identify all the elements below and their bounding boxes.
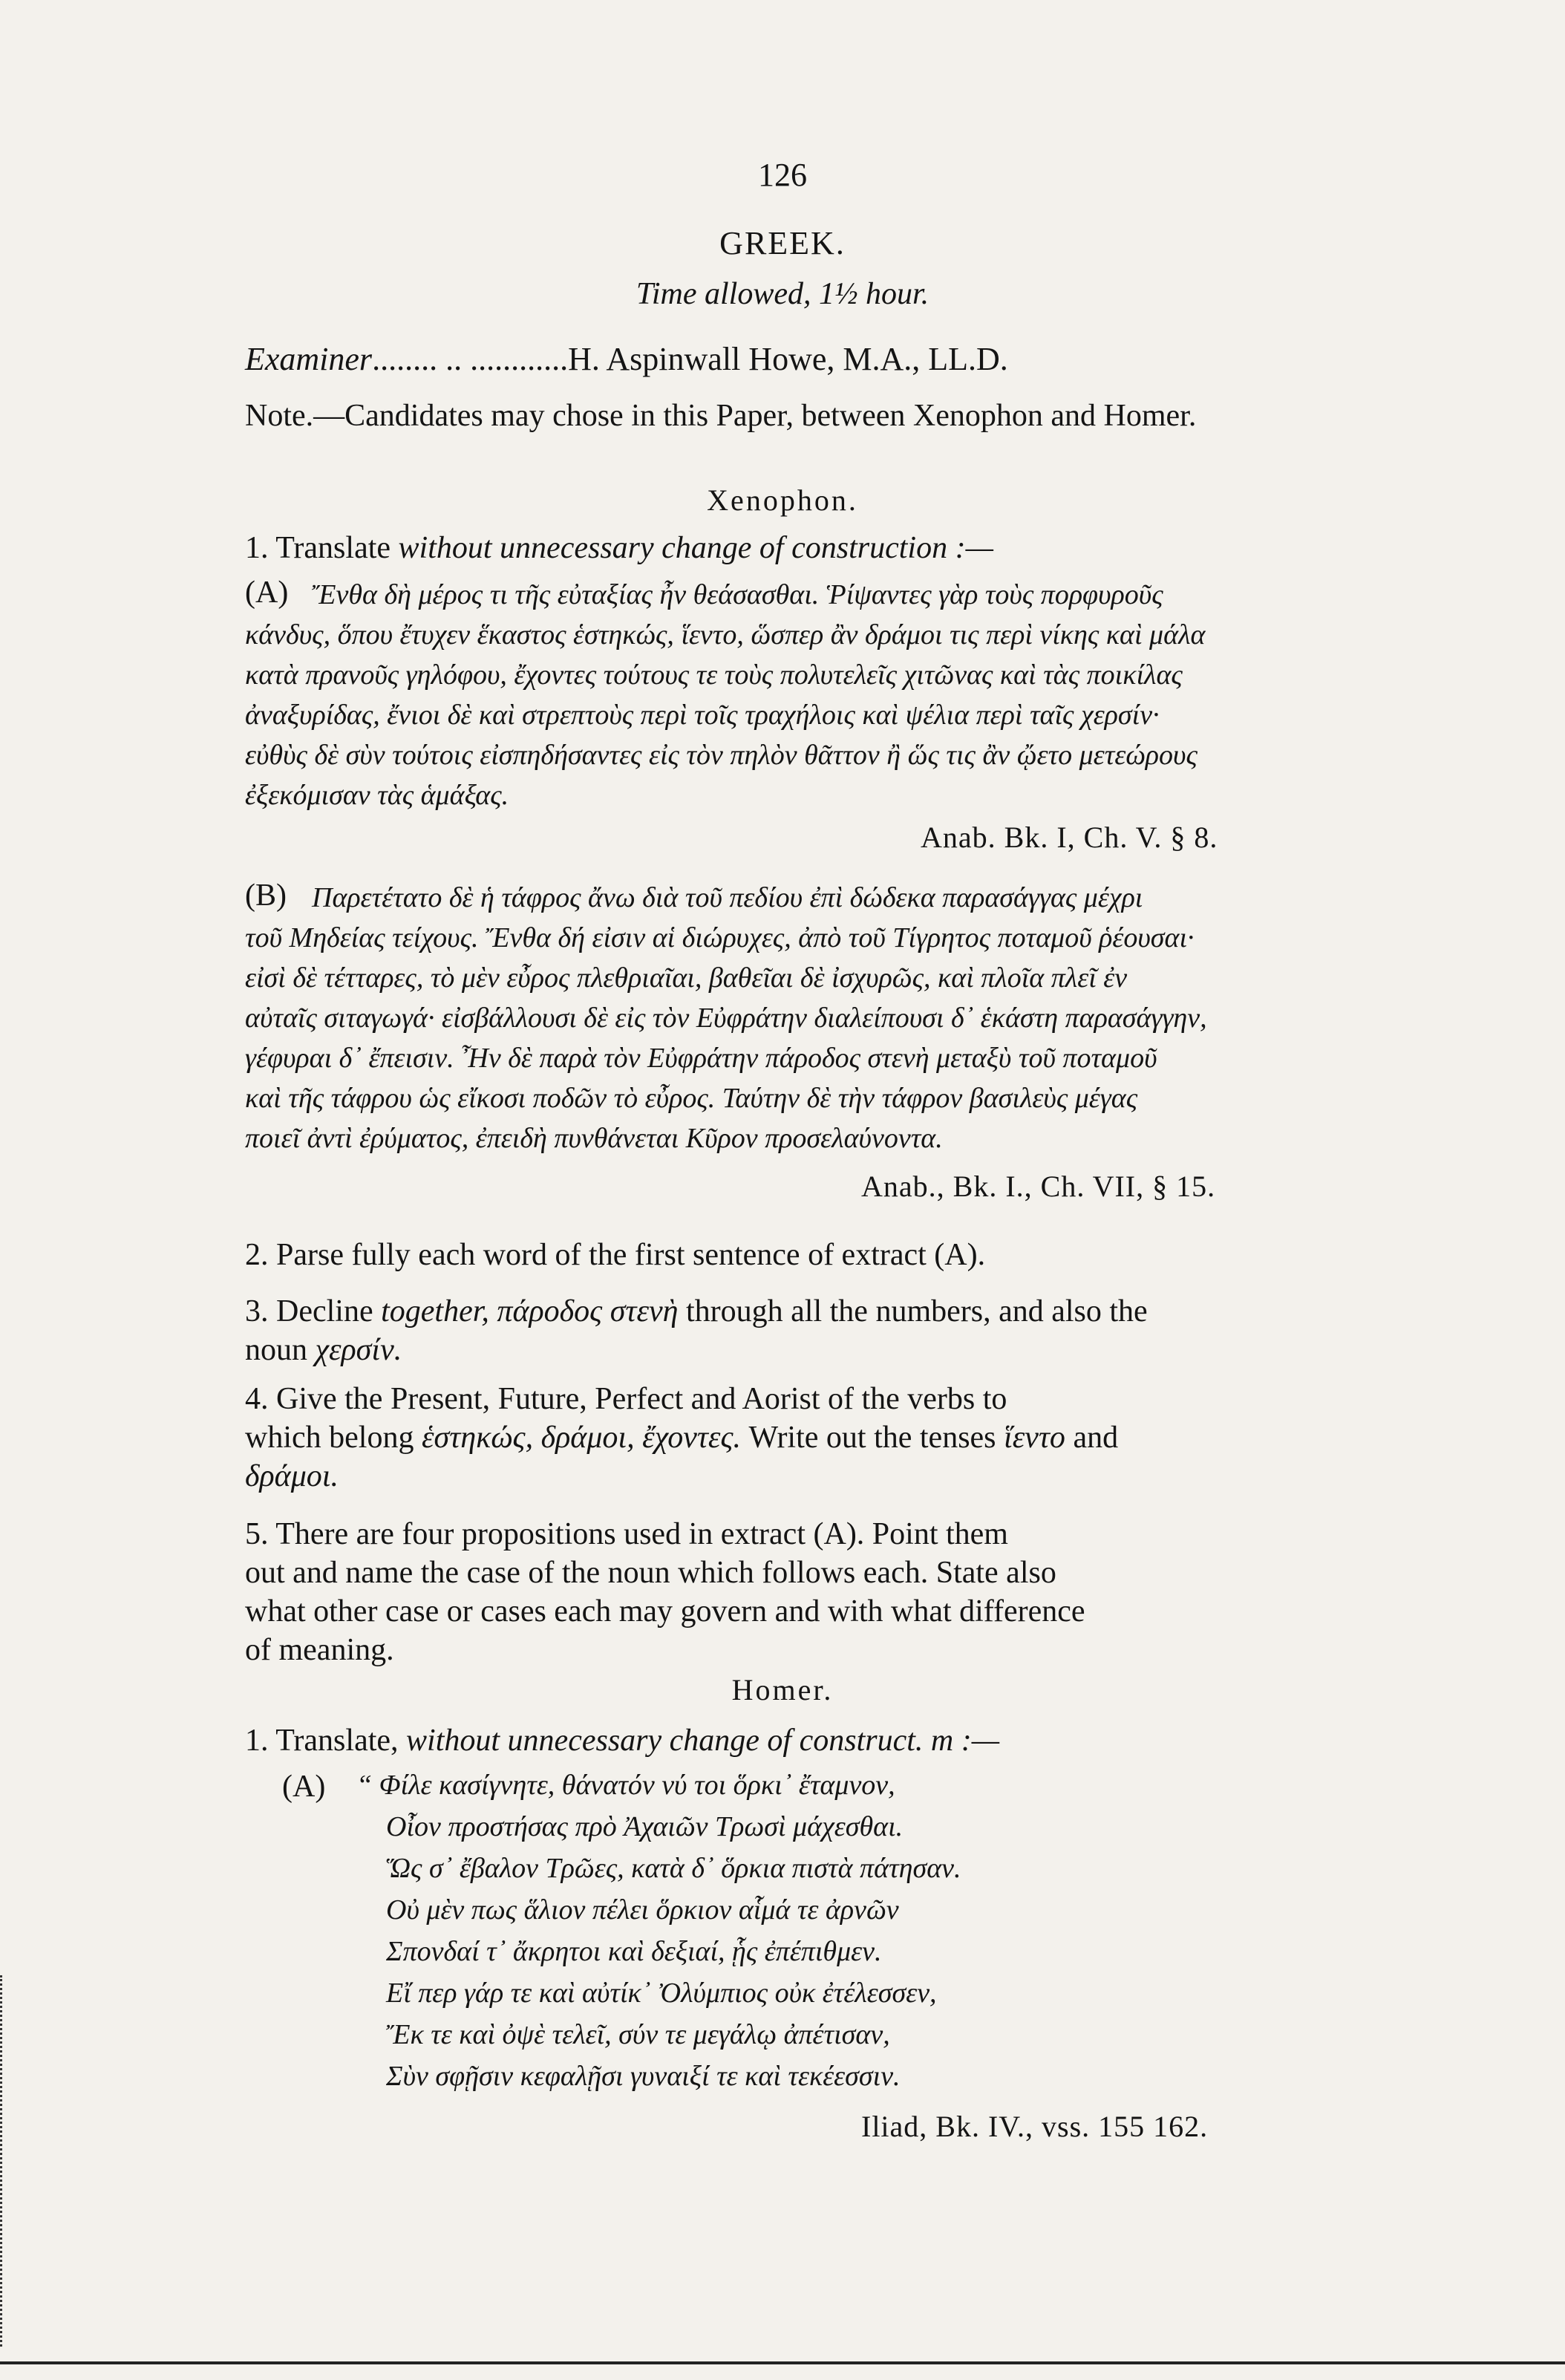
xenophon-question-5-cont: of meaning. — [245, 1633, 394, 1667]
xenophon-question-4-cont — [245, 1418, 1359, 1457]
passage-b-line: καὶ τῆς τάφρου ὡς εἴκοσι ποδῶν τὸ εὖρος. Ταύτην δὲ τὴν τάφρον βασιλεὺς μέγας — [245, 1083, 1138, 1114]
verse-line: Σπονδαί τ᾽ ἄκρητοι καὶ δεξιαί, ᾗς ἐπέπιθμεν. — [386, 1936, 882, 1967]
page-number: 126 — [758, 157, 807, 193]
homer-question-1 — [245, 1721, 1359, 1760]
question-greek: πάροδος στενὴ — [489, 1294, 679, 1328]
passage-b-line: εἰσὶ δὲ τέτταρες, τὸ μὲν εὖρος πλεθριαῖαι, βαθεῖαι δὲ ἰσχυρῶς, καὶ πλοῖα πλεῖ ἐν — [245, 962, 1128, 994]
verse-line: Σὺν σφῇσιν κεφαλῇσι γυναιξί τε καὶ τεκέεσσιν. — [386, 2061, 901, 2092]
time-allowed: Time allowed, 1½ hour. — [636, 277, 929, 311]
question-text: Write out the tenses — [740, 1421, 1004, 1455]
passage-a-line: κάνδυς, ὅπου ἔτυχεν ἕκαστος ἑστηκώς, ἵεντο, ὥσπερ ἂν δράμοι τις περὶ νίκης καὶ μάλα — [245, 619, 1206, 651]
passage-b-line: Παρετέτατο δὲ ἡ τάφρος ἄνω διὰ τοῦ πεδίου ἐπὶ δώδεκα παρασάγγας μέχρι — [312, 882, 1143, 913]
passage-b-line: αὐταῖς σιταγωγά· εἰσβάλλουσι δὲ εἰς τὸν Εὐφράτην διαλείπουσι δ᾽ ἑκάστη παρασάγγην, — [245, 1002, 1207, 1034]
question-text: Translate — [275, 531, 399, 565]
passage-a-reference: Anab. Bk. I, Ch. V. § 8. — [921, 821, 1218, 854]
question-greek: δράμοι. — [245, 1459, 339, 1493]
xenophon-question-5: 5. There are four propositions used in extract (A). Point them — [245, 1517, 1008, 1551]
verse-line: “ Φίλε κασίγνητε, θάνατόν νύ τοι ὅρκι᾽ ἔταμνον, — [356, 1770, 895, 1801]
xenophon-question-2: 2. Parse fully each word of the first sentence of extract (A). — [245, 1238, 986, 1272]
xenophon-question-3 — [245, 1292, 1359, 1331]
question-text: 3. Decline — [245, 1294, 382, 1328]
homer-passage-label: (A) — [282, 1770, 326, 1804]
question-number: 1. — [245, 1724, 269, 1758]
xenophon-question-5-cont: what other case or cases each may govern and with what difference — [245, 1594, 1085, 1628]
examiner-dots: ........ .. .......... — [372, 341, 552, 377]
xenophon-question-4-cont — [245, 1457, 1359, 1496]
passage-a-line: ἐξεκόμισαν τὰς ἁμάξας. — [245, 780, 509, 811]
question-emphasis: together, — [381, 1294, 489, 1328]
verse-line: Ἔκ τε καὶ ὀψὲ τελεῖ, σύν τε μεγάλῳ ἀπέτισαν, — [386, 2019, 890, 2050]
note-text: Note.—Candidates may chose in this Paper, between Xenophon and Homer. — [245, 399, 1197, 433]
xenophon-question-4: 4. Give the Present, Future, Perfect and Aorist of the verbs to — [245, 1382, 1007, 1416]
question-greek: χερσίν. — [315, 1333, 402, 1367]
passage-b-reference: Anab., Bk. I., Ch. VII, § 15. — [861, 1170, 1216, 1203]
passage-b-line: τοῦ Μηδείας τείχους. Ἔνθα δή εἰσιν αἱ διώρυχες, ἀπὸ τοῦ Τίγρητος ποταμοῦ ῥέουσαι· — [245, 922, 1195, 953]
passage-b-line: ποιεῖ ἀντὶ ἐρύματος, ἐπειδὴ πυνθάνεται Κῦρον προσελαύνοντα. — [245, 1123, 943, 1154]
question-greek: ἵεντο — [1004, 1421, 1065, 1455]
examiner-label: Examiner — [245, 341, 373, 377]
section-heading-homer: Homer. — [731, 1673, 834, 1706]
question-text: and — [1065, 1421, 1119, 1455]
passage-a-line: ἀναξυρίδας, ἔνιοι δὲ καὶ στρεπτοὺς περὶ τοῖς τραχήλοις καὶ ψέλια περὶ ταῖς χερσίν· — [245, 700, 1160, 731]
section-heading-xenophon: Xenophon. — [707, 483, 858, 517]
question-text: Translate, — [275, 1724, 407, 1758]
xenophon-question-5-cont: out and name the case of the noun which follows each. State also — [245, 1556, 1056, 1590]
verse-line: Εἴ περ γάρ τε καὶ αὐτίκ᾽ Ὀλύμπιος οὐκ ἐτέλεσσεν, — [386, 1978, 937, 2009]
xenophon-question-1 — [245, 529, 1359, 567]
passage-a-line: κατὰ πρανοῦς γηλόφου, ἔχοντες τούτους τε τοὺς πολυτελεῖς χιτῶνας καὶ τὰς ποικίλας — [245, 659, 1183, 691]
scan-edge-left — [0, 1975, 10, 2347]
passage-b-label: (B) — [245, 878, 287, 913]
question-greek: ἑστηκώς, δράμοι, ἔχοντες. — [421, 1421, 741, 1455]
question-text: which belong — [245, 1421, 422, 1455]
verse-line: Οὐ μὲν πως ἅλιον πέλει ὅρκιον αἷμά τε ἀρνῶν — [386, 1894, 899, 1926]
homer-reference: Iliad, Bk. IV., vss. 155 162. — [861, 2110, 1209, 2143]
passage-b-line: γέφυραι δ᾽ ἔπεισιν. Ἦν δὲ παρὰ τὸν Εὐφράτην πάροδος στενὴ μεταξὺ τοῦ ποταμοῦ — [245, 1043, 1157, 1074]
examiner-line — [245, 340, 1008, 378]
question-text: through all the numbers, and also the — [678, 1294, 1148, 1328]
passage-a-line: Ἔνθα δὴ μέρος τι τῆς εὐταξίας ἦν θεάσασθαι. Ῥίψαντες γὰρ τοὺς πορφυροῦς — [312, 579, 1163, 610]
examiner-name: ..H. Aspinwall Howe, M.A., LL.D. — [552, 341, 1008, 377]
verse-line: Ὥς σ᾽ ἔβαλον Τρῶες, κατὰ δ᾽ ὅρκια πιστὰ πάτησαν. — [386, 1853, 961, 1884]
passage-a-label: (A) — [245, 576, 289, 610]
verse-line: Οἶον προστήσας πρὸ Ἀχαιῶν Τρωσὶ μάχεσθαι. — [386, 1811, 904, 1842]
xenophon-question-3-cont — [245, 1331, 1359, 1369]
question-text: noun — [245, 1333, 316, 1367]
question-number: 1. — [245, 531, 269, 565]
question-instruction: without unnecessary change of construction :— — [398, 531, 993, 565]
question-instruction: without unnecessary change of construct. m :— — [406, 1724, 1000, 1758]
scan-edge-bottom — [0, 2361, 1565, 2364]
passage-a-line: εὐθὺς δὲ σὺν τούτοις εἰσπηδήσαντες εἰς τὸν πηλὸν θᾶττον ἢ ὥς τις ἂν ᾤετο μετεώρους — [245, 740, 1198, 771]
subject-title: GREEK. — [719, 225, 846, 261]
